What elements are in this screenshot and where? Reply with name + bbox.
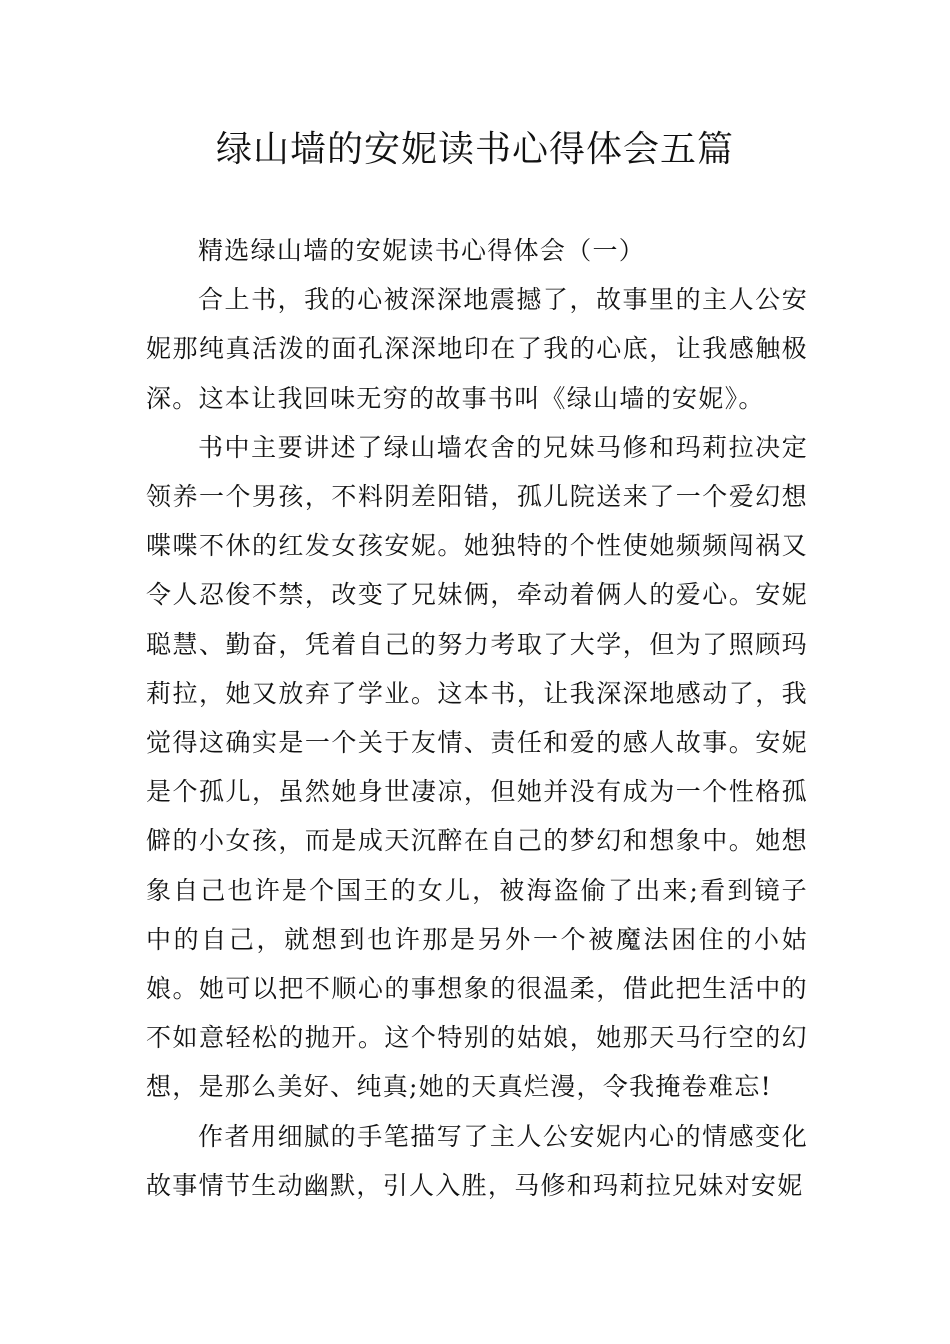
section-heading: 精选绿山墙的安妮读书心得体会（一） <box>198 236 646 265</box>
document-body <box>146 226 808 1210</box>
document-title: 绿山墙的安妮读书心得体会五篇 <box>215 129 734 170</box>
paragraph-2: 书中主要讲述了绿山墙农舍的兄妹马修和玛莉拉决定领养一个男孩，不料阴差阳错，孤儿院送来了一个爱幻想喋喋不休的红发女孩安妮。她独特的个性使她频频闯祸又令人忍俊不禁，改变了兄妹俩，牵动着俩人的爱心。安妮聪慧、勤奋，凭着自己的努力考取了大学，但为了照顾玛莉拉，她又放弃了学业。这本书，让我深深地感动了，我觉得这确实是一个关于友情、责任和爱的感人故事。安妮是个孤儿，虽然她身世凄凉，但她并没有成为一个性格孤僻的小女孩，而是成天沉醉在自己的梦幻和想象中。她想象自己也许是个国王的女儿，被海盗偷了出来;看到镜子中的自己，就想到也许那是另外一个被魔法困住的小姑娘。她可以把不顺心的事想象的很温柔，借此把生活中的不如意轻松的抛开。这个特别的姑娘，她那天马行空的幻想，是那么美好、纯真;她的天真烂漫，令我掩卷难忘! <box>146 432 808 1102</box>
paragraph-1: 合上书，我的心被深深地震撼了，故事里的主人公安妮那纯真活泼的面孔深深地印在了我的心底，让我感触极深。这本让我回味无穷的故事书叫《绿山墙的安妮》。 <box>146 285 808 413</box>
paragraph-3: 作者用细腻的手笔描写了主人公安妮内心的情感变化故事情节生动幽默，引人入胜，马修和玛莉拉兄妹对安妮 <box>146 1121 808 1200</box>
